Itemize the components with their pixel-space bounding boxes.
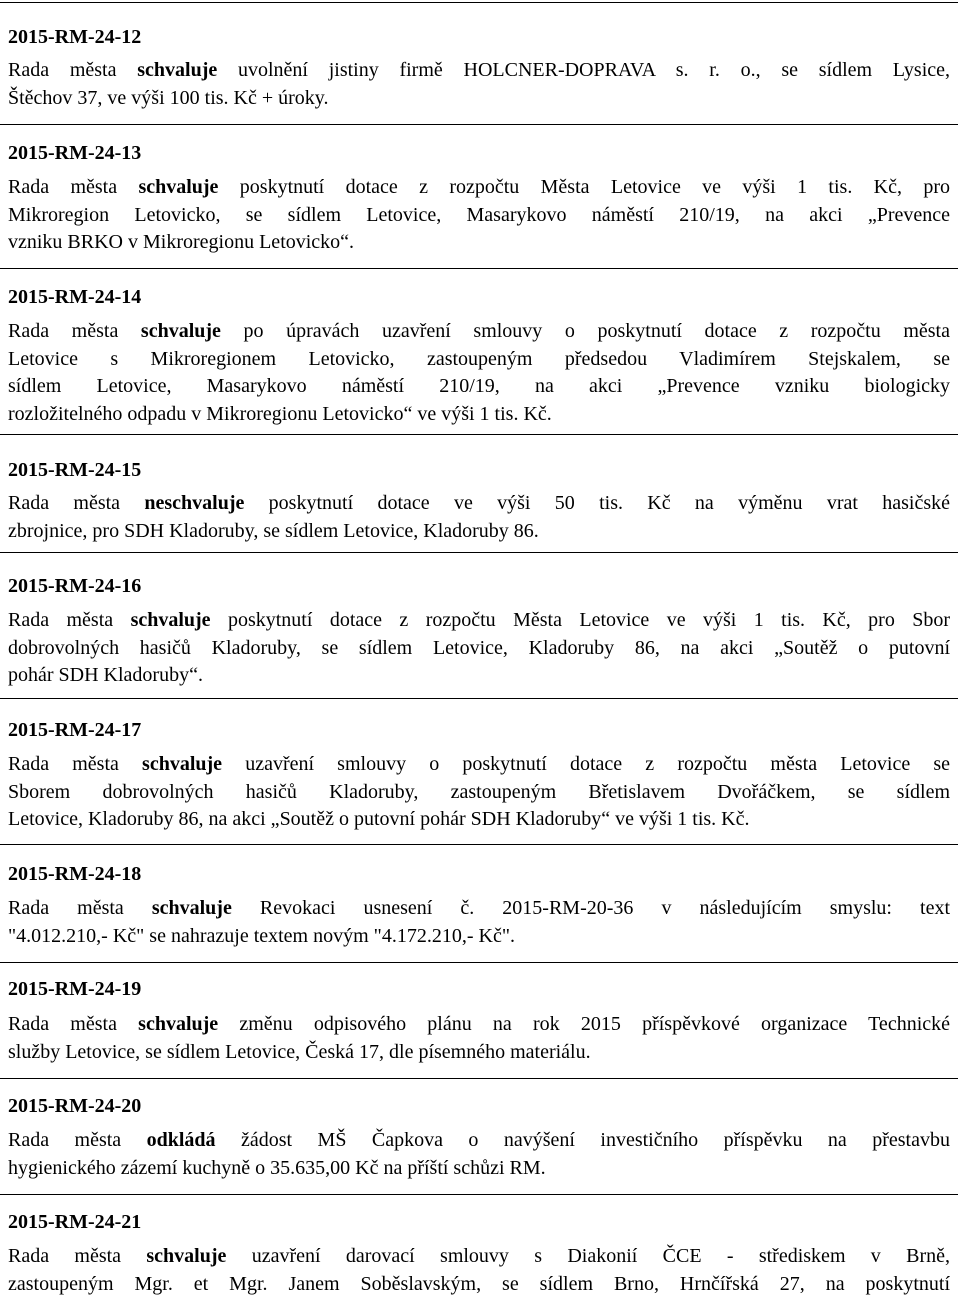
- resolution-number: 2015-RM-24-15: [8, 459, 142, 481]
- resolution-number: 2015-RM-24-21: [8, 1211, 142, 1233]
- text-line: pohár SDH Kladoruby“.: [8, 664, 203, 686]
- text-line: sídlem Letovice, Masarykovo náměstí 210/19, na akci „Prevence vzniku biologicky: [8, 375, 950, 397]
- resolution-number: 2015-RM-24-12: [8, 26, 142, 48]
- section-divider: [0, 268, 958, 269]
- resolution-number: 2015-RM-24-20: [8, 1095, 142, 1117]
- text-line: Sborem dobrovolných hasičů Kladoruby, zastoupeným Břetislavem Dvořáčkem, se sídlem: [8, 780, 950, 803]
- text-line: Rada města schvaluje po úpravách uzavření smlouvy o poskytnutí dotace z rozpočtu města: [8, 320, 950, 342]
- text-line: rozložitelného odpadu v Mikroregionu Letovicko“ ve výši 1 tis. Kč.: [8, 402, 552, 425]
- decision-verb: schvaluje: [137, 59, 218, 81]
- text-line: Rada města schvaluje uvolnění jistiny firmě HOLCNER-DOPRAVA s. r. o., se sídlem Lysice,: [8, 59, 950, 81]
- section-divider: [0, 434, 958, 435]
- decision-verb: schvaluje: [130, 609, 211, 631]
- resolution-number: 2015-RM-24-13: [8, 142, 142, 164]
- decision-verb: neschvaluje: [144, 492, 245, 514]
- text-line: Štěchov 37, ve výši 100 tis. Kč + úroky.: [8, 86, 329, 109]
- text-line: Rada města schvaluje poskytnutí dotace z rozpočtu Města Letovice ve výši 1 tis. Kč, pro Sbor: [8, 609, 950, 631]
- text-line: Rada města schvaluje změnu odpisového plánu na rok 2015 příspěvkové organizace Technické: [8, 1013, 950, 1035]
- text-line: hygienického zázemí kuchyně o 35.635,00 Kč na příští schůzi RM.: [8, 1156, 546, 1179]
- text-line: vzniku BRKO v Mikroregionu Letovicko“.: [8, 231, 355, 253]
- text-line: Rada města schvaluje poskytnutí dotace z rozpočtu Města Letovice ve výši 1 tis. Kč, pro: [8, 176, 950, 198]
- section-divider: [0, 698, 958, 699]
- text-line: Rada města schvaluje Revokaci usnesení č. 2015-RM-20-36 v následujícím smyslu: text: [8, 897, 950, 919]
- resolution-number: 2015-RM-24-16: [8, 575, 142, 597]
- decision-verb: schvaluje: [140, 320, 221, 342]
- text-line: služby Letovice, se sídlem Letovice, Česká 17, dle písemného materiálu.: [8, 1040, 591, 1063]
- section-divider: [0, 2, 958, 3]
- resolution-number: 2015-RM-24-17: [8, 719, 142, 741]
- decision-verb: schvaluje: [142, 753, 223, 775]
- text-line: Mikroregion Letovicko, se sídlem Letovice, Masarykovo náměstí 210/19, na akci „Prevence: [8, 203, 950, 226]
- decision-verb: odkládá: [146, 1129, 216, 1151]
- text-line: zastoupeným Mgr. et Mgr. Janem Soběslavským, se sídlem Brno, Hrnčířská 27, na poskytnutí: [8, 1272, 950, 1295]
- section-divider: [0, 124, 958, 125]
- section-divider: [0, 962, 958, 963]
- text-line: Rada města odkládá žádost MŠ Čapkova o navýšení investičního příspěvku na přestavbu: [8, 1129, 950, 1151]
- resolution-text: [8, 751, 950, 834]
- section-divider: [0, 1078, 958, 1079]
- resolution-number: 2015-RM-24-18: [8, 863, 142, 885]
- resolution-text: [8, 895, 950, 950]
- text-line: Rada města schvaluje uzavření smlouvy o poskytnutí dotace z rozpočtu města Letovice se: [8, 753, 950, 775]
- text-line: Letovice, Kladoruby 86, na akci „Soutěž o putovní pohár SDH Kladoruby“ ve výši 1 tis. Kč.: [8, 808, 750, 830]
- text-line: Rada města schvaluje uzavření darovací smlouvy s Diakonií ČCE - střediskem v Brně,: [8, 1245, 950, 1267]
- section-divider: [0, 844, 958, 845]
- resolution-text: [8, 1243, 950, 1298]
- decision-verb: schvaluje: [138, 1013, 219, 1035]
- resolution-text: [8, 318, 950, 428]
- section-divider: [0, 1194, 958, 1195]
- resolution-text: [8, 607, 950, 690]
- decision-verb: schvaluje: [138, 176, 219, 198]
- resolution-text: [8, 57, 950, 112]
- text-line: zbrojnice, pro SDH Kladoruby, se sídlem Letovice, Kladoruby 86.: [8, 519, 539, 542]
- section-divider: [0, 552, 958, 553]
- resolution-number: 2015-RM-24-14: [8, 286, 142, 308]
- decision-verb: schvaluje: [151, 897, 232, 919]
- text-line: dobrovolných hasičů Kladoruby, se sídlem Letovice, Kladoruby 86, na akci „Soutěž o putovní: [8, 636, 950, 659]
- text-line: Letovice s Mikroregionem Letovicko, zastoupeným předsedou Vladimírem Stejskalem, se: [8, 347, 950, 370]
- resolution-text: [8, 174, 950, 257]
- resolution-text: [8, 1127, 950, 1182]
- decision-verb: schvaluje: [146, 1245, 227, 1267]
- text-line: Rada města neschvaluje poskytnutí dotace ve výši 50 tis. Kč na výměnu vrat hasičské: [8, 492, 950, 514]
- resolution-number: 2015-RM-24-19: [8, 978, 142, 1000]
- text-line: "4.012.210,- Kč" se nahrazuje textem novým "4.172.210,- Kč".: [8, 924, 515, 947]
- resolution-text: [8, 490, 950, 545]
- resolution-text: [8, 1011, 950, 1066]
